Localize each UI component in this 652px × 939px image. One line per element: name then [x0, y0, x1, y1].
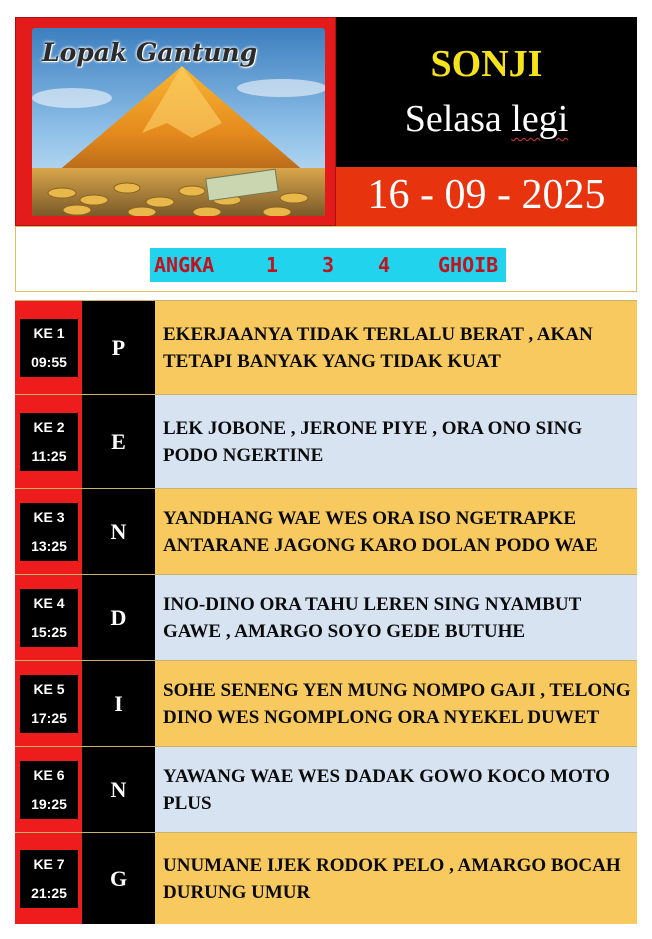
angka-number-2: 3	[322, 253, 335, 277]
table-row	[15, 394, 637, 488]
angka-panel	[15, 226, 637, 292]
time-label: 19:25	[31, 795, 67, 812]
ke-label: KE 6	[33, 766, 65, 783]
time-badge	[20, 675, 78, 733]
time-cell	[15, 395, 82, 488]
time-badge	[20, 850, 78, 908]
time-label: 09:55	[31, 353, 67, 370]
letter-cell: G	[82, 833, 155, 924]
ke-label: KE 2	[33, 418, 65, 435]
table-row	[15, 746, 637, 832]
description-cell	[155, 489, 637, 574]
time-badge	[20, 319, 78, 377]
day-name: SONJI	[430, 43, 543, 85]
time-cell	[15, 575, 82, 660]
letter-cell: P	[82, 301, 155, 394]
letter-cell: N	[82, 747, 155, 832]
description-text: SOHE SENENG YEN MUNG NOMPO GAJI , TELONG DINO WES NGOMPLONG ORA NYEKEL DUWET	[163, 679, 631, 728]
time-badge	[20, 589, 78, 647]
description-text: YAWANG WAE WES DADAK GOWO KOCO MOTO PLUS	[163, 765, 610, 814]
letter-cell: D	[82, 575, 155, 660]
time-cell	[15, 833, 82, 924]
time-label: 15:25	[31, 623, 67, 640]
description-text: LEK JOBONE , JERONE PIYE , ORA ONO SING PODO NGERTINE	[163, 417, 583, 466]
logo-image	[32, 28, 325, 216]
angka-label: ANGKA	[154, 253, 215, 277]
ke-label: KE 5	[33, 680, 65, 697]
time-label: 13:25	[31, 537, 67, 554]
description-cell	[155, 575, 637, 660]
time-badge	[20, 503, 78, 561]
description-text: UNUMANE IJEK RODOK PELO , AMARGO BOCAH DURUNG UMUR	[163, 854, 621, 903]
angka-suffix: GHOIB	[438, 253, 499, 277]
description-text: INO-DINO ORA TAHU LEREN SING NYAMBUT GAWE , AMARGO SOYO GEDE BUTUHE	[163, 593, 581, 642]
description-cell	[155, 833, 637, 924]
description-cell	[155, 301, 637, 394]
day-sub-word: legi	[511, 98, 569, 140]
logo-title: Lopak Gantung	[42, 38, 258, 67]
day-sub-prefix: Selasa	[404, 98, 512, 140]
day-subtitle	[336, 97, 637, 141]
date-panel	[336, 167, 637, 226]
ke-label: KE 4	[33, 594, 65, 611]
time-cell	[15, 489, 82, 574]
time-cell	[15, 747, 82, 832]
title-panel	[336, 17, 637, 167]
time-badge	[20, 413, 78, 471]
time-cell	[15, 661, 82, 746]
time-badge	[20, 761, 78, 819]
ke-label: KE 7	[33, 855, 65, 872]
letter-cell: I	[82, 661, 155, 746]
letter-cell: N	[82, 489, 155, 574]
ke-label: KE 3	[33, 508, 65, 525]
header	[15, 17, 637, 226]
date-text: 16 - 09 - 2025	[367, 172, 606, 218]
description-cell	[155, 747, 637, 832]
angka-number-1: 1	[266, 253, 279, 277]
time-cell	[15, 301, 82, 394]
time-label: 17:25	[31, 709, 67, 726]
description-text: YANDHANG WAE WES ORA ISO NGETRAPKE ANTARANE JAGONG KARO DOLAN PODO WAE	[163, 507, 598, 556]
angka-number-3: 4	[378, 253, 391, 277]
logo-frame	[15, 17, 336, 226]
angka-strip	[150, 248, 506, 282]
description-text: EKERJAANYA TIDAK TERLALU BERAT , AKAN TETAPI BANYAK YANG TIDAK KUAT	[163, 323, 593, 372]
description-cell	[155, 661, 637, 746]
table-row	[15, 574, 637, 660]
description-cell	[155, 395, 637, 488]
table-row	[15, 660, 637, 746]
time-label: 21:25	[31, 884, 67, 901]
table-row	[15, 832, 637, 924]
table-row	[15, 488, 637, 574]
time-label: 11:25	[31, 447, 67, 464]
table-row	[15, 300, 637, 394]
letter-cell: E	[82, 395, 155, 488]
ke-label: KE 1	[33, 324, 65, 341]
